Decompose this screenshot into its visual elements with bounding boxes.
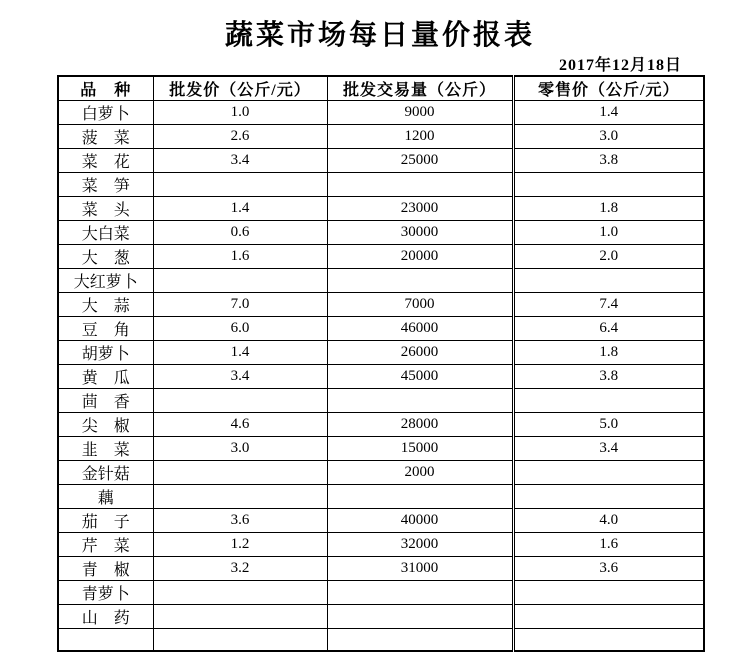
table-row: [58, 173, 704, 197]
variety-cell: 尖 椒: [58, 413, 153, 437]
volume-cell: 40000: [327, 509, 513, 533]
volume-cell: 15000: [327, 437, 513, 461]
variety-cell: 菜 头: [58, 197, 153, 221]
wholesale-price-cell: 6.0: [153, 317, 327, 341]
volume-cell: 20000: [327, 245, 513, 269]
price-table: [57, 75, 705, 652]
variety-cell: 青 椒: [58, 557, 153, 581]
table-row: [58, 221, 704, 245]
variety-cell: [58, 629, 153, 652]
report-date: 2017年12月18日: [558, 57, 682, 74]
retail-price-cell: 2.0: [513, 245, 704, 269]
variety-cell: 大白菜: [58, 221, 153, 245]
volume-cell: [327, 389, 513, 413]
wholesale-price-cell: [153, 389, 327, 413]
wholesale-price-cell: [153, 173, 327, 197]
volume-cell: 45000: [327, 365, 513, 389]
variety-cell: 菠 菜: [58, 125, 153, 149]
retail-price-cell: [513, 389, 704, 413]
wholesale-price-cell: 1.4: [153, 341, 327, 365]
retail-price-cell: [513, 605, 704, 629]
volume-cell: 7000: [327, 293, 513, 317]
volume-cell: 46000: [327, 317, 513, 341]
wholesale-price-cell: 1.6: [153, 245, 327, 269]
variety-cell: 大红萝卜: [58, 269, 153, 293]
table-row: [58, 125, 704, 149]
table-row: [58, 461, 704, 485]
volume-cell: [327, 173, 513, 197]
table-row: [58, 245, 704, 269]
retail-price-cell: 3.6: [513, 557, 704, 581]
table-row: [58, 269, 704, 293]
table-row: [58, 317, 704, 341]
wholesale-price-cell: 1.0: [153, 101, 327, 125]
volume-cell: [327, 581, 513, 605]
variety-cell: 青萝卜: [58, 581, 153, 605]
retail-price-cell: 3.0: [513, 125, 704, 149]
volume-cell: 1200: [327, 125, 513, 149]
volume-cell: [327, 269, 513, 293]
table-row: [58, 197, 704, 221]
variety-cell: 山 药: [58, 605, 153, 629]
wholesale-price-cell: 0.6: [153, 221, 327, 245]
retail-price-cell: 5.0: [513, 413, 704, 437]
table-row: [58, 557, 704, 581]
retail-price-cell: [513, 173, 704, 197]
table-row: [58, 341, 704, 365]
retail-price-cell: 3.4: [513, 437, 704, 461]
table-row: [58, 437, 704, 461]
variety-cell: 白萝卜: [58, 101, 153, 125]
table-row: [58, 581, 704, 605]
table-row: [58, 605, 704, 629]
variety-cell: 菜 笋: [58, 173, 153, 197]
variety-cell: 茄 子: [58, 509, 153, 533]
retail-price-cell: [513, 629, 704, 652]
wholesale-price-cell: 3.0: [153, 437, 327, 461]
volume-cell: 31000: [327, 557, 513, 581]
volume-cell: 26000: [327, 341, 513, 365]
col-header-wholesale-price: 批发价（公斤/元）: [153, 76, 327, 101]
variety-cell: 菜 花: [58, 149, 153, 173]
variety-cell: 芹 菜: [58, 533, 153, 557]
wholesale-price-cell: 3.2: [153, 557, 327, 581]
retail-price-cell: 1.8: [513, 341, 704, 365]
retail-price-cell: 4.0: [513, 509, 704, 533]
volume-cell: [327, 629, 513, 652]
wholesale-price-cell: 7.0: [153, 293, 327, 317]
retail-price-cell: [513, 461, 704, 485]
variety-cell: 茴 香: [58, 389, 153, 413]
col-header-wholesale-volume: 批发交易量（公斤）: [327, 76, 513, 101]
retail-price-cell: 3.8: [513, 149, 704, 173]
variety-cell: 胡萝卜: [58, 341, 153, 365]
wholesale-price-cell: [153, 461, 327, 485]
table-body: [58, 101, 704, 652]
variety-cell: 大 蒜: [58, 293, 153, 317]
wholesale-price-cell: 1.4: [153, 197, 327, 221]
table-row: [58, 413, 704, 437]
table-row-partial: [58, 629, 704, 652]
retail-price-cell: 1.0: [513, 221, 704, 245]
volume-cell: 25000: [327, 149, 513, 173]
volume-cell: 28000: [327, 413, 513, 437]
retail-price-cell: 1.6: [513, 533, 704, 557]
table-row: [58, 485, 704, 509]
wholesale-price-cell: [153, 605, 327, 629]
table-row: [58, 101, 704, 125]
table-row: [58, 509, 704, 533]
table-row: [58, 365, 704, 389]
wholesale-price-cell: 3.4: [153, 365, 327, 389]
volume-cell: 9000: [327, 101, 513, 125]
variety-cell: 韭 菜: [58, 437, 153, 461]
variety-cell: 豆 角: [58, 317, 153, 341]
table-row: [58, 149, 704, 173]
header-row: [58, 76, 704, 101]
variety-cell: 大 葱: [58, 245, 153, 269]
retail-price-cell: 1.4: [513, 101, 704, 125]
wholesale-price-cell: 3.4: [153, 149, 327, 173]
variety-cell: 金针菇: [58, 461, 153, 485]
retail-price-cell: [513, 269, 704, 293]
retail-price-cell: [513, 485, 704, 509]
report-title: 蔬菜市场每日量价报表: [224, 20, 535, 51]
volume-cell: [327, 485, 513, 509]
retail-price-cell: 7.4: [513, 293, 704, 317]
retail-price-cell: 3.8: [513, 365, 704, 389]
wholesale-price-cell: 4.6: [153, 413, 327, 437]
variety-cell: 黄 瓜: [58, 365, 153, 389]
wholesale-price-cell: 1.2: [153, 533, 327, 557]
retail-price-cell: 1.8: [513, 197, 704, 221]
volume-cell: 2000: [327, 461, 513, 485]
wholesale-price-cell: 2.6: [153, 125, 327, 149]
wholesale-price-cell: 3.6: [153, 509, 327, 533]
col-header-retail-price: 零售价（公斤/元）: [513, 76, 704, 101]
col-header-variety: 品 种: [58, 76, 153, 101]
retail-price-cell: [513, 581, 704, 605]
wholesale-price-cell: [153, 485, 327, 509]
volume-cell: 32000: [327, 533, 513, 557]
table-row: [58, 293, 704, 317]
variety-cell: 藕: [58, 485, 153, 509]
volume-cell: 23000: [327, 197, 513, 221]
retail-price-cell: 6.4: [513, 317, 704, 341]
wholesale-price-cell: [153, 269, 327, 293]
table-row: [58, 533, 704, 557]
volume-cell: [327, 605, 513, 629]
wholesale-price-cell: [153, 581, 327, 605]
table-row: [58, 389, 704, 413]
volume-cell: 30000: [327, 221, 513, 245]
wholesale-price-cell: [153, 629, 327, 652]
